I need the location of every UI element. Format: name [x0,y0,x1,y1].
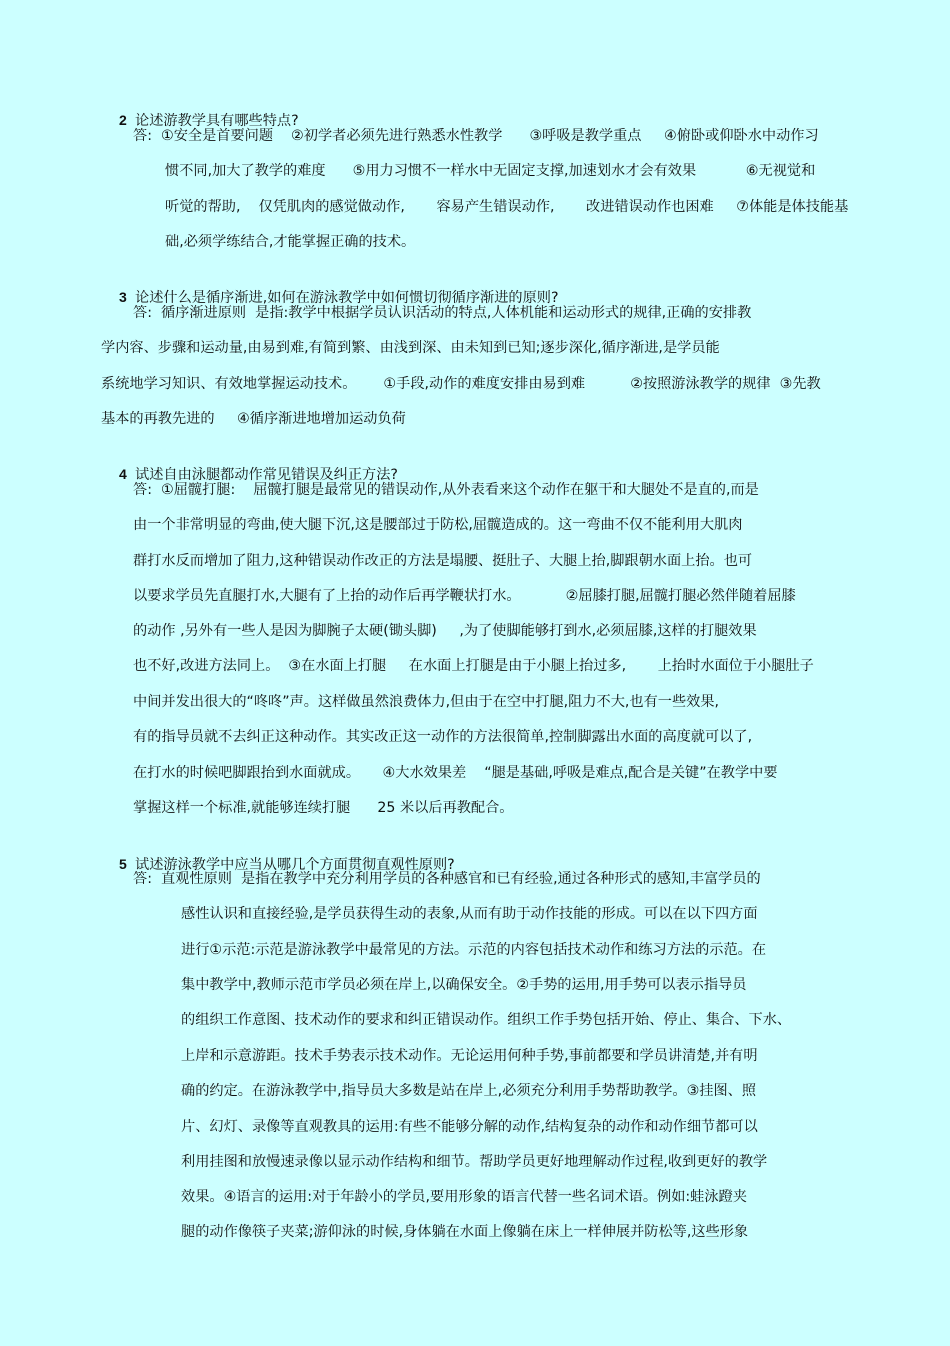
answer-line: 确的约定。在游泳教学中,指导员大多数是站在岸上,必须充分利用手势帮助教学。③挂图、照 [181,1083,757,1099]
answer-line: 学内容、步骤和运动量,由易到难,有简到繁、由浅到深、由未知到已知;逐步深化,循序渐进,是学员能 [101,340,720,356]
answer-line: 中间并发出很大的“咚咚”声。这样做虽然浪费体力,但由于在空中打腿,阻力不大,也有一些效果, [133,694,720,710]
question-title: 论述什么是循序渐进,如何在游泳教学中如何惯切彻循序渐进的原则? [135,290,559,306]
answer-line: 答: 直观性原则 是指在教学中充分利用学员的各种感官和已有经验,通过各种形式的感知,丰富学员的 [133,871,761,887]
answer-line: 进行①示范:示范是游泳教学中最常见的方法。示范的内容包括技术动作和练习方法的示范。在 [181,942,767,958]
answer-line: 以要求学员先直腿打水,大腿有了上抬的动作后再学鞭状打水。 ②屈膝打腿,屈髋打腿必然伴随着屈膝 [133,588,796,604]
answer-line: 基本的再教先进的 ④循序渐进地增加运动负荷 [101,411,406,427]
answer-line: 础,必须学练结合,才能掌握正确的技术。 [165,234,416,250]
answer-line: 感性认识和直接经验,是学员获得生动的表象,从而有助于动作技能的形成。可以在以下四方面 [181,906,758,922]
answer-line: 在打水的时候吧脚跟抬到水面就成。 ④大水效果差 “腿是基础,呼吸是难点,配合是关键”在教学中要 [133,765,778,781]
answer-line: 听觉的帮助, 仅凭肌肉的感觉做动作, 容易产生错误动作, 改进错误动作也困难 ⑦体能是体技能基 [165,199,849,215]
question-heading [101,444,398,483]
answer-line: 掌握这样一个标准,就能够连续打腿 25 米以后再教配合。 [133,800,514,816]
answer-line: 有的指导员就不去纠正这种动作。其实改正这一动作的方法很简单,控制脚露出水面的高度就可以了, [133,729,753,745]
answer-line: 腿的动作像筷子夹菜;游仰泳的时候,身体躺在水面上像躺在床上一样伸展并防松等,这些形象 [181,1224,749,1240]
answer-line: 也不好,改进方法同上。 ③在水面上打腿 在水面上打腿是由于小腿上抬过多, 上抬时水面位于小腿肚子 [133,658,814,674]
question-title: 试述自由泳腿都动作常见错误及纠正方法? [135,467,398,483]
answer-line: 集中教学中,教师示范市学员必须在岸上,以确保安全。②手势的运用,用手势可以表示指导员 [181,977,747,993]
answer-line: 的组织工作意图、技术动作的要求和纠正错误动作。组织工作手势包括开始、停止、集合、下水、 [181,1012,792,1028]
question-heading [101,267,559,306]
question-heading [101,834,455,873]
question-number: 2 [119,112,127,128]
answer-line: 片、幻灯、录像等直观教具的运用:有些不能够分解的动作,结构复杂的动作和动作细节都可以 [181,1119,758,1135]
answer-line: 答: ①屈髋打腿: 屈髋打腿是最常见的错误动作,从外表看来这个动作在躯干和大腿处不是直的,而是 [133,482,759,498]
answer-line: 效果。④语言的运用:对于年龄小的学员,要用形象的语言代替一些名词术语。例如:蛙泳蹬夹 [181,1189,747,1205]
answer-line: 利用挂图和放慢速录像以显示动作结构和细节。帮助学员更好地理解动作过程,收到更好的教学 [181,1154,768,1170]
question-number: 3 [119,289,127,305]
question-title: 试述游泳教学中应当从哪几个方面贯彻直观性原则? [135,857,455,873]
question-number: 4 [119,466,127,482]
question-heading [101,90,299,129]
answer-line: 系统地学习知识、有效地掌握运动技术。 ①手段,动作的难度安排由易到难 ②按照游泳教学的规律 ③先教 [101,376,821,392]
answer-line: 上岸和示意游距。技术手势表示技术动作。无论运用何种手势,事前都要和学员讲清楚,并有明 [181,1048,758,1064]
answer-line: 由一个非常明显的弯曲,使大腿下沉,这是腰部过于防松,屈髋造成的。这一弯曲不仅不能利用大肌肉 [133,517,743,533]
question-title: 论述游教学具有哪些特点? [135,113,299,129]
answer-line: 答: ①安全是首要问题 ②初学者必须先进行熟悉水性教学 ③呼吸是教学重点 ④俯卧或仰卧水中动作习 [133,128,819,144]
answer-line: 的动作 ,另外有一些人是因为脚腕子太硬(锄头脚) ,为了使脚能够打到水,必须屈膝,这样的打腿效果 [133,623,757,639]
question-number: 5 [119,856,127,872]
answer-line: 答: 循序渐进原则 是指:教学中根据学员认识活动的特点,人体机能和运动形式的规律,正确的安排教 [133,305,752,321]
answer-line: 群打水反而增加了阻力,这种错误动作改正的方法是塌腰、挺肚子、大腿上抬,脚跟朝水面上抬。也可 [133,553,753,569]
answer-line: 惯不同,加大了教学的难度 ⑤用力习惯不一样水中无固定支撑,加速划水才会有效果 ⑥无视觉和 [165,163,816,179]
